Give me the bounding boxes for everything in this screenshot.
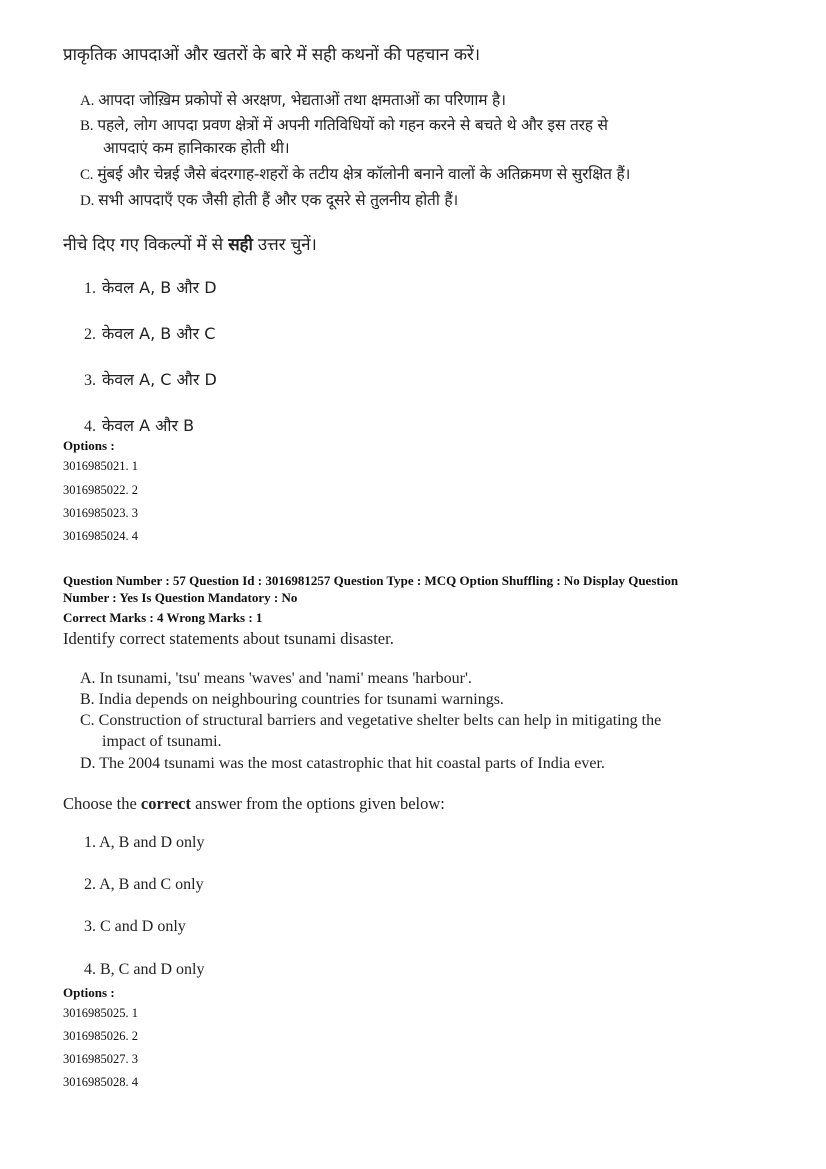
option-text: केवल A, B और D	[102, 278, 217, 297]
q57-statement-c-cont: impact of tsunami.	[102, 733, 222, 750]
q57-statement-d	[80, 755, 605, 773]
instruction-text: उत्तर चुनें।	[252, 235, 317, 255]
statement-label: D.	[80, 193, 95, 209]
instruction-text: answer from the options given below:	[191, 794, 445, 813]
instruction-emphasis: correct	[140, 794, 191, 813]
statement-label: C.	[80, 712, 95, 729]
q56-option-2	[84, 322, 215, 344]
option-number: 3.	[84, 918, 96, 935]
q56-option-id-2: 3016985022. 2	[63, 483, 138, 497]
q56-option-3	[84, 368, 217, 390]
q57-option-id-3: 3016985027. 3	[63, 1052, 138, 1066]
statement-text: In tsunami, 'tsu' means 'waves' and 'nami' means 'harbour'.	[99, 670, 472, 687]
q57-stem: Identify correct statements about tsunami disaster.	[63, 629, 394, 648]
option-text: B, C and D only	[100, 961, 205, 978]
q56-option-id-3: 3016985023. 3	[63, 506, 138, 520]
option-number: 1.	[84, 834, 96, 851]
q57-choose-instruction	[63, 794, 445, 814]
q57-statement-a	[80, 670, 472, 688]
q57-option-1	[84, 834, 204, 852]
q57-meta-line-3: Correct Marks : 4 Wrong Marks : 1	[63, 610, 263, 625]
q56-option-1	[84, 276, 217, 298]
q56-statement-a	[80, 88, 506, 110]
statement-text: मुंबई और चेन्नई जैसे बंदरगाह-शहरों के तटीय क्षेत्र कॉलोनी बनाने वालों के अतिक्रमण से सुरक्षित हैं।	[97, 165, 631, 183]
q57-statement-b	[80, 691, 504, 709]
statement-label: D.	[80, 755, 96, 772]
option-text: केवल A और B	[102, 416, 195, 435]
option-number: 3.	[84, 372, 96, 389]
statement-label: A.	[80, 93, 95, 109]
q56-statement-d	[80, 188, 458, 210]
q57-options-heading: Options :	[63, 985, 115, 1000]
option-number: 2.	[84, 876, 96, 893]
statement-label: C.	[80, 167, 94, 183]
q56-choose-instruction	[63, 232, 317, 255]
statement-text: India depends on neighbouring countries for tsunami warnings.	[98, 691, 504, 708]
q56-options-heading: Options :	[63, 438, 115, 453]
option-text: A, B and C only	[99, 876, 204, 893]
option-text: C and D only	[100, 918, 186, 935]
q57-option-id-1: 3016985025. 1	[63, 1006, 138, 1020]
option-number: 1.	[84, 280, 96, 297]
statement-label: B.	[80, 118, 94, 134]
q56-statement-b	[80, 113, 608, 135]
option-number: 4.	[84, 961, 96, 978]
option-text: केवल A, B और C	[102, 324, 216, 343]
option-text: केवल A, C और D	[102, 370, 217, 389]
q57-option-4	[84, 961, 204, 979]
q57-statement-c	[80, 712, 661, 730]
q56-option-id-4: 3016985024. 4	[63, 529, 138, 543]
q56-statement-b-cont: आपदाएं कम हानिकारक होती थी।	[103, 139, 290, 157]
q57-meta-line-2: Number : Yes Is Question Mandatory : No	[63, 590, 298, 605]
q57-option-3	[84, 918, 186, 936]
q57-option-2	[84, 876, 204, 894]
option-number: 4.	[84, 418, 96, 435]
q56-statement-c	[80, 162, 630, 184]
option-text: A, B and D only	[99, 834, 205, 851]
statement-text: Construction of structural barriers and vegetative shelter belts can help in mitigating the	[98, 712, 662, 729]
statement-text: सभी आपदाएँ एक जैसी होती हैं और एक दूसरे से तुलनीय होती हैं।	[98, 191, 459, 209]
instruction-text: Choose the	[63, 794, 141, 813]
q56-option-id-1: 3016985021. 1	[63, 459, 138, 473]
option-number: 2.	[84, 326, 96, 343]
instruction-text: नीचे दिए गए विकल्पों में से	[63, 235, 229, 255]
statement-text: पहले, लोग आपदा प्रवण क्षेत्रों में अपनी गतिविधियों को गहन करने से बचते थे और इस तरह से	[97, 116, 608, 134]
q56-stem: प्राकृतिक आपदाओं और खतरों के बारे में सही कथनों की पहचान करें।	[63, 45, 480, 65]
q57-option-id-2: 3016985026. 2	[63, 1029, 138, 1043]
statement-text: आपदा जोख़िम प्रकोपों से अरक्षण, भेद्यताओं तथा क्षमताओं का परिणाम है।	[98, 91, 506, 109]
statement-label: B.	[80, 691, 95, 708]
statement-text: The 2004 tsunami was the most catastrophic that hit coastal parts of India ever.	[99, 755, 605, 772]
q56-option-4	[84, 414, 194, 436]
statement-label: A.	[80, 670, 96, 687]
q57-option-id-4: 3016985028. 4	[63, 1075, 138, 1089]
q57-meta-line-1: Question Number : 57 Question Id : 3016981257 Question Type : MCQ Option Shuffling : No Display Question	[63, 573, 679, 588]
instruction-emphasis: सही	[228, 235, 253, 255]
